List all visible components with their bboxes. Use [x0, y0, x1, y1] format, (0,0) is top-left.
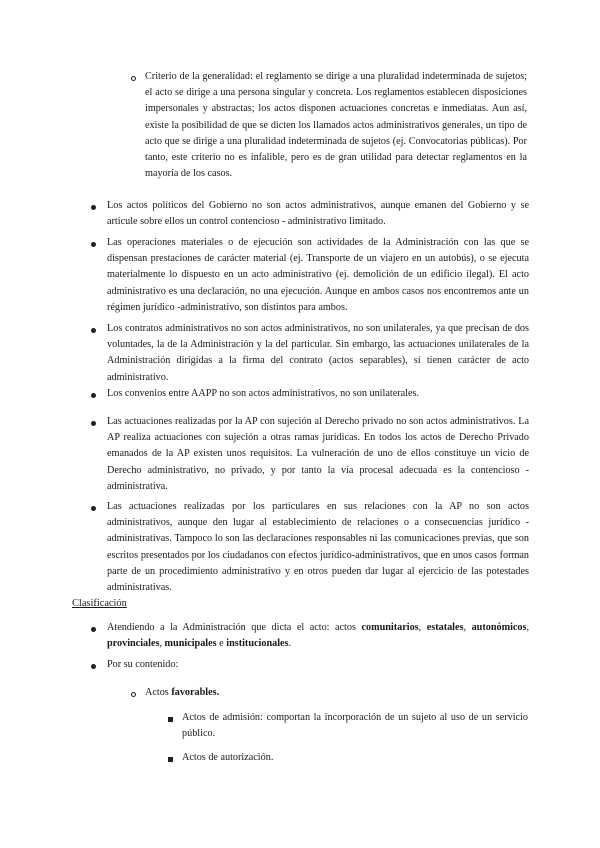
disc-bullet-icon: [91, 506, 96, 511]
list-item-criterio-generalidad: Criterio de la generalidad: el reglamento se dirige a una pluralidad indeterminada de sujetos; el acto se dirige a una persona singular y concreta. Los reglamentos establecen disposiciones impersonales y abstractas; los actos disponen actuaciones concretas e inmediatas. Aun así, existe la posibilidad de que se dicten los llamados actos administrativos generales, un tipo de acto que se dirige a una pluralidad indeterminada de sujetos (ej. Convocatorias públicas). Por tanto, este criterio no es infalible, pero es de gran utilidad para detectar reglamentos en la mayoría de los casos.: [145, 71, 527, 180]
list-item-por-su-contenido: Por su contenido:: [107, 659, 179, 670]
disc-bullet-icon: [91, 664, 96, 669]
square-bullet-icon: [168, 757, 173, 762]
list-item-atendiendo: Atendiendo a la Administración que dicta el acto: actos comunitarios, estatales, autonómicos, provinciales, municipales e institucionales.: [107, 622, 530, 650]
circle-bullet-icon: [131, 76, 136, 81]
list-item-contratos: Los contratos administrativos no son actos administrativos, no son unilaterales, ya que precisan de dos voluntades, la de la Administración y la del particular. Sin embargo, las actuaciones unilaterales de la Administración dirigidas a la firma del contrato (actos separables), sí tienen carácter de acto administrativo.: [107, 323, 529, 383]
list-item-convenios: Los convenios entre AAPP no son actos administrativos, no son unilaterales.: [107, 388, 419, 399]
circle-bullet-icon: [131, 692, 136, 697]
list-item-actos-autorizacion: Actos de autorización.: [182, 752, 274, 763]
disc-bullet-icon: [91, 242, 96, 247]
square-bullet-icon: [168, 717, 173, 722]
list-item-actos-favorables: Actos favorables.: [145, 687, 220, 698]
list-item-actos-admision: Actos de admisión: comportan la incorporación de un sujeto al uso de un servicio público.: [182, 712, 528, 740]
section-heading-clasificacion: Clasificación: [72, 598, 127, 609]
disc-bullet-icon: [91, 205, 96, 210]
list-item-actos-politicos: Los actos políticos del Gobierno no son actos administrativos, aunque emanen del Gobierno y se articule sobre ellos un control contencioso - administrativo limitado.: [107, 200, 529, 228]
list-item-operaciones-materiales: Las operaciones materiales o de ejecución son actividades de la Administración con las que se dispensan prestaciones de carácter material (ej. Transporte de un viajero en un autobús), o se ejecuta materialmente lo dispuesto en un acto administrativo (ej. demolición de un edificio ilegal). El acto administrativo es una declaración, no una ejecución. Aunque en ambos casos nos encontremos ante un régimen jurídico -administrativo, son distintos para ambos.: [107, 237, 529, 313]
list-item-particulares: Las actuaciones realizadas por los particulares en sus relaciones con la AP no son actos administrativos, aunque den lugar al establecimiento de relaciones o a consecuencias jurídico -administrativas. Tampoco lo son las declaraciones responsables ni las comunicaciones previas, que son escritos presentados por los ciudadanos con efectos jurídico-administrativos, que en unos casos forman parte de un procedimiento administrativo y en otros pueden dar lugar al ejercicio de las potestades administrativas.: [107, 501, 529, 594]
list-item-derecho-privado: Las actuaciones realizadas por la AP con sujeción al Derecho privado no son actos administrativos. La AP realiza actuaciones con sujeción a otras ramas jurídicas. En todos los actos de Derecho Privado emanados de la AP existen unos requisitos. La vulneración de uno de ellos constituye un vicio de Derecho administrativo, no privado, y por tanto la vía procesal adecuada es la contencioso -administrativa.: [107, 416, 529, 492]
disc-bullet-icon: [91, 393, 96, 398]
disc-bullet-icon: [91, 627, 96, 632]
disc-bullet-icon: [91, 328, 96, 333]
disc-bullet-icon: [91, 421, 96, 426]
